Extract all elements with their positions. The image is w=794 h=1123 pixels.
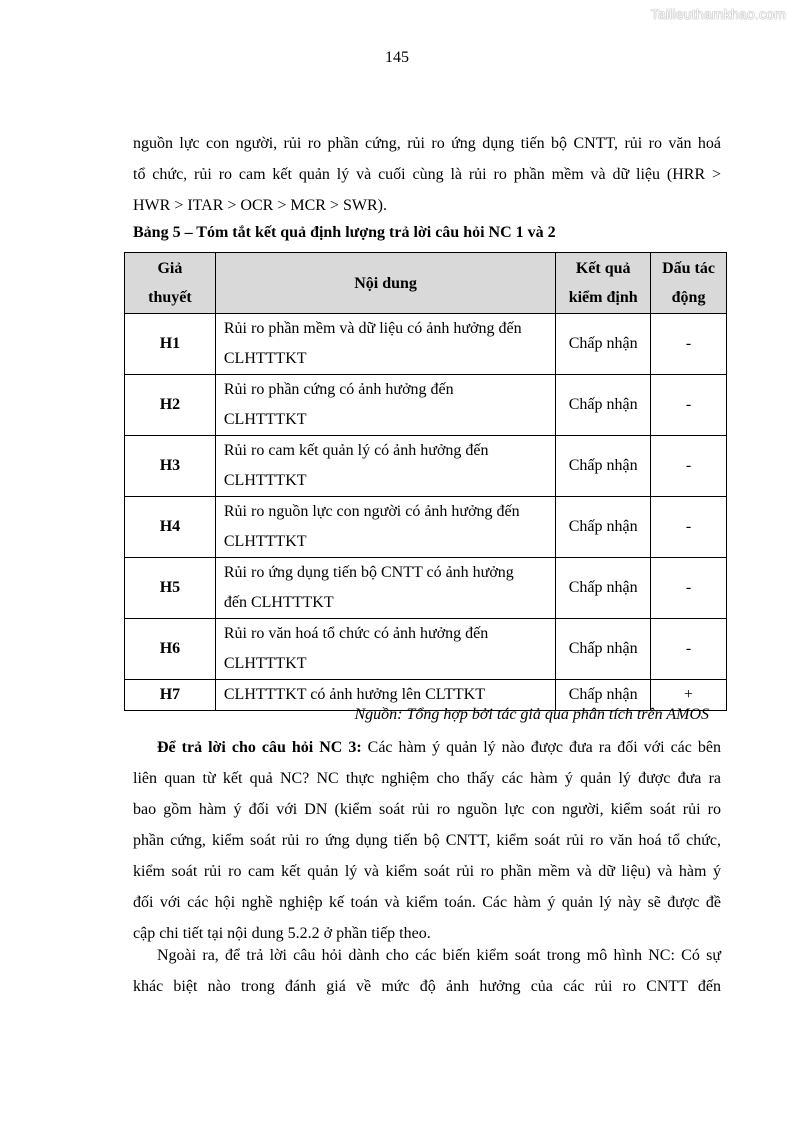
hypothesis-cell: H5 bbox=[125, 558, 216, 619]
header-text: thuyết bbox=[148, 289, 192, 306]
header-text: động bbox=[671, 289, 706, 306]
content-cell bbox=[215, 558, 555, 619]
result-cell: Chấp nhận bbox=[556, 497, 651, 558]
table-row bbox=[125, 375, 727, 436]
header-result bbox=[556, 253, 651, 314]
result-cell: Chấp nhận bbox=[556, 314, 651, 375]
table-source-note: Nguồn: Tổng hợp bởi tác giả qua phân tích trên AMOS bbox=[354, 706, 709, 723]
content-text: đến CLHTTTKT bbox=[223, 594, 334, 611]
content-text: Rủi ro ứng dụng tiến bộ CNTT có ảnh hưởng bbox=[223, 564, 514, 581]
nc3-paragraph bbox=[133, 732, 721, 949]
content-text: CLHTTTKT bbox=[223, 655, 307, 672]
result-cell: Chấp nhận bbox=[556, 619, 651, 680]
text-line: phần cứng, kiểm soát rủi ro ứng dụng tiến bộ CNTT, kiểm soát rủi ro văn hoá tổ chức, bbox=[133, 832, 721, 849]
content-text: Rủi ro cam kết quản lý có ảnh hưởng đến bbox=[223, 442, 489, 459]
content-cell bbox=[215, 497, 555, 558]
content-cell bbox=[215, 436, 555, 497]
results-table bbox=[124, 252, 727, 711]
text-line: tổ chức, rủi ro cam kết quản lý và cuối cùng là rủi ro phần mềm và dữ liệu (HRR > bbox=[133, 166, 721, 183]
content-text: CLHTTTKT bbox=[223, 411, 307, 428]
table-caption: Bảng 5 – Tóm tắt kết quả định lượng trả lời câu hỏi NC 1 và 2 bbox=[133, 224, 556, 241]
text-line: khác biệt nào trong đánh giá về mức độ ảnh hưởng của các rủi ro CNTT đến bbox=[133, 978, 721, 995]
header-content bbox=[215, 253, 555, 314]
sign-cell: - bbox=[651, 436, 727, 497]
header-text: Nội dung bbox=[354, 274, 417, 292]
header-text: kiểm định bbox=[568, 289, 638, 306]
result-cell: Chấp nhận bbox=[556, 558, 651, 619]
text-line bbox=[133, 732, 721, 763]
text-line: cập chi tiết tại nội dung 5.2.2 ở phần tiếp theo. bbox=[133, 925, 431, 942]
hypothesis-cell: H2 bbox=[125, 375, 216, 436]
watermark: Tailieuthamkhao.com bbox=[650, 6, 786, 22]
text-line: kiểm soát rủi ro cam kết quản lý và kiểm soát rủi ro phần mềm và dữ liệu) và hàm ý bbox=[133, 863, 721, 880]
header-text: Giả bbox=[157, 260, 183, 277]
hypothesis-cell: H1 bbox=[125, 314, 216, 375]
result-cell: Chấp nhận bbox=[556, 375, 651, 436]
text-line: bao gồm hàm ý đối với DN (kiểm soát rủi ro nguồn lực con người, kiểm soát rủi ro bbox=[133, 801, 721, 818]
content-text: Rủi ro phần cứng có ảnh hưởng đến bbox=[223, 381, 454, 398]
table-row bbox=[125, 436, 727, 497]
sign-cell: - bbox=[651, 558, 727, 619]
hypothesis-cell: H3 bbox=[125, 436, 216, 497]
content-text: CLHTTTKT có ảnh hưởng lên CLTTKT bbox=[223, 686, 485, 703]
content-text: Rủi ro phần mềm và dữ liệu có ảnh hưởng đến bbox=[223, 320, 522, 337]
hypothesis-cell: H6 bbox=[125, 619, 216, 680]
text-line bbox=[133, 940, 721, 971]
sign-cell: - bbox=[651, 619, 727, 680]
table-row bbox=[125, 619, 727, 680]
sign-cell: + bbox=[651, 680, 727, 711]
content-text: CLHTTTKT bbox=[223, 350, 307, 367]
content-text: CLHTTTKT bbox=[223, 533, 307, 550]
content-text: Rủi ro nguồn lực con người có ảnh hưởng đến bbox=[223, 503, 520, 520]
content-cell bbox=[215, 314, 555, 375]
header-text: Kết quả bbox=[575, 260, 631, 277]
result-cell: Chấp nhận bbox=[556, 436, 651, 497]
header-hypothesis bbox=[125, 253, 216, 314]
content-cell bbox=[215, 619, 555, 680]
nc3-lead: Để trả lời cho câu hỏi NC 3: bbox=[157, 739, 362, 756]
text-line: đối với các hội nghề nghiệp kế toán và kiểm toán. Các hàm ý quản lý này sẽ được đề bbox=[133, 894, 721, 911]
table-row bbox=[125, 558, 727, 619]
text-line: nguồn lực con người, rủi ro phần cứng, rủi ro ứng dụng tiến bộ CNTT, rủi ro văn hoá bbox=[133, 135, 721, 152]
header-text: Dấu tác bbox=[662, 260, 715, 277]
table-row bbox=[125, 497, 727, 558]
sign-cell: - bbox=[651, 314, 727, 375]
table-row bbox=[125, 314, 727, 375]
intro-paragraph bbox=[133, 128, 721, 221]
hypothesis-cell: H4 bbox=[125, 497, 216, 558]
control-paragraph bbox=[133, 940, 721, 1002]
nc3-first-line: Các hàm ý quản lý nào được đưa ra đối với các bên bbox=[361, 739, 721, 756]
hypothesis-cell: H7 bbox=[125, 680, 216, 711]
header-sign bbox=[651, 253, 727, 314]
content-text: CLHTTTKT bbox=[223, 472, 307, 489]
result-cell: Chấp nhận bbox=[556, 680, 651, 711]
control-first-line: Ngoài ra, để trả lời câu hỏi dành cho các biến kiểm soát trong mô hình NC: Có sự bbox=[157, 947, 721, 964]
content-text: Rủi ro văn hoá tổ chức có ảnh hưởng đến bbox=[223, 625, 489, 642]
table-header-row bbox=[125, 253, 727, 314]
text-line: liên quan từ kết quả NC? NC thực nghiệm cho thấy các hàm ý quản lý được đưa ra bbox=[133, 770, 721, 787]
text-line: HWR > ITAR > OCR > MCR > SWR). bbox=[133, 197, 387, 214]
page-number: 145 bbox=[385, 49, 409, 66]
content-cell bbox=[215, 375, 555, 436]
sign-cell: - bbox=[651, 375, 727, 436]
sign-cell: - bbox=[651, 497, 727, 558]
